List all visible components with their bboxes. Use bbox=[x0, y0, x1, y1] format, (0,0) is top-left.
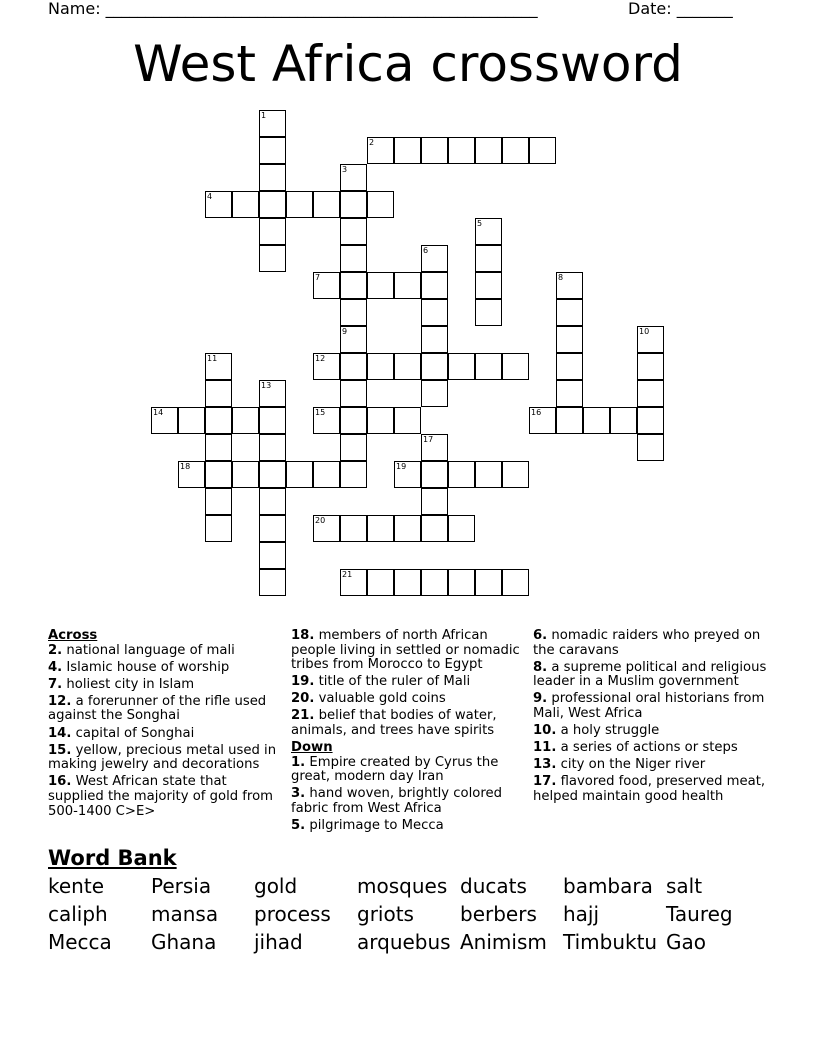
clue-text: capital of Songhai bbox=[75, 725, 195, 741]
clue-number: 13. bbox=[533, 757, 557, 773]
clue-text: flavored food, preserved meat, helped maintain good health bbox=[533, 774, 766, 804]
crossword-cell[interactable] bbox=[259, 488, 286, 515]
clue-number: 16. bbox=[48, 774, 72, 790]
crossword-cell[interactable] bbox=[502, 353, 529, 380]
across-heading: Across bbox=[48, 628, 98, 643]
clue-text: title of the ruler of Mali bbox=[318, 674, 471, 690]
cell-number: 8 bbox=[558, 273, 564, 282]
crossword-cell[interactable] bbox=[340, 407, 367, 434]
crossword-cell[interactable] bbox=[340, 191, 367, 218]
cell-number: 15 bbox=[315, 408, 326, 417]
crossword-cell[interactable] bbox=[475, 137, 502, 164]
crossword-cell[interactable] bbox=[583, 407, 610, 434]
clue-number: 21. bbox=[291, 708, 315, 724]
clue-text: valuable gold coins bbox=[318, 691, 446, 707]
cell-number: 6 bbox=[423, 246, 429, 255]
word-bank-word: Taureg bbox=[666, 902, 733, 926]
clue-across-21 bbox=[291, 709, 527, 738]
crossword-cell[interactable] bbox=[205, 488, 232, 515]
crossword-cell[interactable] bbox=[340, 299, 367, 326]
crossword-cell[interactable] bbox=[421, 515, 448, 542]
cell-number: 14 bbox=[153, 408, 164, 417]
down-heading: Down bbox=[291, 740, 333, 756]
cell-number: 19 bbox=[396, 462, 407, 471]
crossword-cell[interactable] bbox=[205, 515, 232, 542]
crossword-cell[interactable] bbox=[205, 461, 232, 488]
crossword-cell[interactable] bbox=[394, 407, 421, 434]
clue-text: nomadic raiders who preyed on the caravans bbox=[533, 628, 761, 658]
crossword-cell[interactable] bbox=[259, 407, 286, 434]
word-bank-word: Ghana bbox=[151, 930, 217, 954]
word-bank-word: jihad bbox=[254, 930, 303, 954]
clue-text: a supreme political and religious leader in a Muslim government bbox=[533, 659, 767, 690]
crossword-cell[interactable] bbox=[556, 380, 583, 407]
crossword-cell[interactable] bbox=[448, 353, 475, 380]
clues-column-2 bbox=[291, 629, 527, 836]
clue-across-16 bbox=[48, 775, 284, 819]
clue-number: 14. bbox=[48, 725, 72, 741]
clue-number: 19. bbox=[291, 674, 315, 690]
word-bank-word: Gao bbox=[666, 930, 706, 954]
crossword-cell[interactable] bbox=[637, 434, 664, 461]
crossword-cell[interactable] bbox=[367, 515, 394, 542]
crossword-cell[interactable] bbox=[286, 191, 313, 218]
crossword-cell[interactable] bbox=[367, 407, 394, 434]
word-bank-word: hajj bbox=[563, 902, 600, 926]
crossword-cell[interactable] bbox=[394, 461, 421, 488]
crossword-cell[interactable] bbox=[313, 407, 340, 434]
cell-number: 9 bbox=[342, 327, 348, 336]
clue-number: 6. bbox=[533, 628, 548, 643]
word-bank-word: griots bbox=[357, 902, 414, 926]
crossword-cell[interactable] bbox=[340, 272, 367, 299]
cell-number: 16 bbox=[531, 408, 542, 417]
clue-across-4 bbox=[48, 661, 284, 676]
clue-down-6 bbox=[533, 629, 773, 658]
clue-text: yellow, precious metal used in making jewelry and decorations bbox=[48, 742, 277, 773]
crossword-cell[interactable] bbox=[178, 461, 205, 488]
word-bank-title: Word Bank bbox=[48, 846, 177, 870]
crossword-cell[interactable] bbox=[340, 380, 367, 407]
word-bank-word: Animism bbox=[460, 930, 547, 954]
clue-number: 3. bbox=[291, 786, 306, 802]
crossword-cell[interactable] bbox=[394, 137, 421, 164]
clue-across-2 bbox=[48, 644, 284, 659]
crossword-cell[interactable] bbox=[259, 110, 286, 137]
word-bank-word: bambara bbox=[563, 874, 653, 898]
name-field-label[interactable]: Name: ______________________________________________________ bbox=[48, 0, 538, 18]
crossword-cell[interactable] bbox=[394, 272, 421, 299]
clue-across-19 bbox=[291, 675, 527, 690]
crossword-cell[interactable] bbox=[205, 380, 232, 407]
cell-number: 4 bbox=[207, 192, 213, 201]
crossword-cell[interactable] bbox=[556, 353, 583, 380]
page-title: West Africa crossword bbox=[133, 35, 683, 93]
cell-number: 3 bbox=[342, 165, 348, 174]
clue-number: 4. bbox=[48, 659, 63, 675]
cell-number: 13 bbox=[261, 381, 272, 390]
cell-number: 2 bbox=[369, 138, 375, 147]
crossword-cell[interactable] bbox=[340, 164, 367, 191]
crossword-cell[interactable] bbox=[313, 191, 340, 218]
clues-column-1 bbox=[48, 629, 284, 822]
crossword-cell[interactable] bbox=[421, 272, 448, 299]
crossword-cell[interactable] bbox=[205, 434, 232, 461]
crossword-cell[interactable] bbox=[313, 353, 340, 380]
clue-number: 5. bbox=[291, 818, 306, 834]
crossword-cell[interactable] bbox=[421, 353, 448, 380]
crossword-cell[interactable] bbox=[313, 515, 340, 542]
crossword-cell[interactable] bbox=[367, 137, 394, 164]
crossword-cell[interactable] bbox=[259, 434, 286, 461]
clue-number: 2. bbox=[48, 642, 63, 658]
crossword-cell[interactable] bbox=[232, 461, 259, 488]
clue-text: Empire created by Cyrus the great, modern day Iran bbox=[291, 754, 499, 785]
crossword-cell[interactable] bbox=[232, 407, 259, 434]
date-field-label[interactable]: Date: _______ bbox=[628, 0, 733, 18]
word-bank-word: salt bbox=[666, 874, 703, 898]
cell-number: 17 bbox=[423, 435, 434, 444]
clue-number: 7. bbox=[48, 676, 63, 692]
cell-number: 12 bbox=[315, 354, 326, 363]
word-bank-word: process bbox=[254, 902, 331, 926]
crossword-cell[interactable] bbox=[178, 407, 205, 434]
clue-text: professional oral historians from Mali, West Africa bbox=[533, 691, 765, 721]
word-bank-word: berbers bbox=[460, 902, 537, 926]
clue-text: members of north African people living in settled or nomadic tribes from Morocco to Egypt bbox=[291, 628, 520, 673]
crossword-cell[interactable] bbox=[259, 218, 286, 245]
clue-down-1 bbox=[291, 756, 527, 785]
crossword-cell[interactable] bbox=[259, 515, 286, 542]
crossword-cell[interactable] bbox=[475, 353, 502, 380]
clue-across-7 bbox=[48, 678, 284, 693]
crossword-cell[interactable] bbox=[259, 164, 286, 191]
cell-number: 7 bbox=[315, 273, 321, 282]
crossword-cell[interactable] bbox=[421, 461, 448, 488]
crossword-cell[interactable] bbox=[394, 515, 421, 542]
word-bank-word: caliph bbox=[48, 902, 108, 926]
clue-text: pilgrimage to Mecca bbox=[309, 818, 444, 834]
clue-text: a holy struggle bbox=[560, 723, 660, 739]
crossword-cell[interactable] bbox=[556, 407, 583, 434]
crossword-cell[interactable] bbox=[475, 461, 502, 488]
crossword-cell[interactable] bbox=[637, 353, 664, 380]
cell-number: 18 bbox=[180, 462, 191, 471]
clue-down-3 bbox=[291, 787, 527, 816]
clue-across-18 bbox=[291, 629, 527, 673]
crossword-cell[interactable] bbox=[475, 245, 502, 272]
crossword-cell[interactable] bbox=[340, 569, 367, 596]
crossword-cell[interactable] bbox=[556, 299, 583, 326]
clue-text: a series of actions or steps bbox=[560, 740, 738, 756]
crossword-cell[interactable] bbox=[448, 515, 475, 542]
crossword-cell[interactable] bbox=[529, 137, 556, 164]
clue-down-8 bbox=[533, 661, 773, 690]
word-bank-word: ducats bbox=[460, 874, 527, 898]
clue-number: 8. bbox=[533, 659, 548, 675]
crossword-cell[interactable] bbox=[637, 380, 664, 407]
clue-number: 12. bbox=[48, 693, 72, 709]
clue-text: a forerunner of the rifle used against the Songhai bbox=[48, 693, 267, 724]
word-bank-word: Timbuktu bbox=[563, 930, 658, 954]
clue-across-20 bbox=[291, 692, 527, 707]
clue-down-9 bbox=[533, 692, 773, 721]
clue-down-5 bbox=[291, 819, 527, 834]
word-bank-word: kente bbox=[48, 874, 104, 898]
crossword-cell[interactable] bbox=[151, 407, 178, 434]
clue-down-10 bbox=[533, 724, 773, 739]
cell-number: 20 bbox=[315, 516, 326, 525]
crossword-cell[interactable] bbox=[421, 488, 448, 515]
crossword-cell[interactable] bbox=[340, 218, 367, 245]
crossword-cell[interactable] bbox=[259, 191, 286, 218]
crossword-cell[interactable] bbox=[637, 407, 664, 434]
clue-down-11 bbox=[533, 741, 773, 756]
crossword-cell[interactable] bbox=[421, 380, 448, 407]
crossword-cell[interactable] bbox=[367, 569, 394, 596]
clue-text: national language of mali bbox=[66, 642, 235, 658]
crossword-cell[interactable] bbox=[340, 245, 367, 272]
crossword-cell[interactable] bbox=[475, 218, 502, 245]
clue-number: 15. bbox=[48, 742, 72, 758]
crossword-cell[interactable] bbox=[367, 272, 394, 299]
clues-column-3 bbox=[533, 629, 773, 807]
crossword-cell[interactable] bbox=[259, 137, 286, 164]
crossword-cell[interactable] bbox=[205, 353, 232, 380]
crossword-cell[interactable] bbox=[421, 326, 448, 353]
word-bank-word: mansa bbox=[151, 902, 219, 926]
cell-number: 21 bbox=[342, 570, 353, 579]
crossword-cell[interactable] bbox=[340, 461, 367, 488]
crossword-cell[interactable] bbox=[259, 245, 286, 272]
crossword-cell[interactable] bbox=[529, 407, 556, 434]
clue-number: 17. bbox=[533, 774, 557, 790]
crossword-cell[interactable] bbox=[367, 191, 394, 218]
word-bank-word: gold bbox=[254, 874, 298, 898]
clue-down-13 bbox=[533, 758, 773, 773]
crossword-cell[interactable] bbox=[448, 137, 475, 164]
crossword-cell[interactable] bbox=[502, 137, 529, 164]
crossword-cell[interactable] bbox=[340, 434, 367, 461]
word-bank-word: mosques bbox=[357, 874, 448, 898]
crossword-cell[interactable] bbox=[610, 407, 637, 434]
crossword-cell[interactable] bbox=[394, 569, 421, 596]
cell-number: 5 bbox=[477, 219, 483, 228]
clue-number: 1. bbox=[291, 754, 306, 770]
crossword-cell[interactable] bbox=[313, 461, 340, 488]
crossword-cell[interactable] bbox=[502, 569, 529, 596]
word-bank-word: arquebus bbox=[357, 930, 451, 954]
clue-number: 9. bbox=[533, 691, 548, 707]
crossword-cell[interactable] bbox=[421, 434, 448, 461]
word-bank-word: Persia bbox=[151, 874, 212, 898]
crossword-cell[interactable] bbox=[556, 326, 583, 353]
crossword-cell[interactable] bbox=[421, 245, 448, 272]
clue-text: Islamic house of worship bbox=[66, 659, 230, 675]
crossword-cell[interactable] bbox=[421, 137, 448, 164]
crossword-cell[interactable] bbox=[637, 326, 664, 353]
clue-text: West African state that supplied the majority of gold from 500-1400 C>E> bbox=[48, 774, 273, 819]
clue-down-17 bbox=[533, 775, 773, 804]
crossword-cell[interactable] bbox=[340, 353, 367, 380]
crossword-cell[interactable] bbox=[340, 326, 367, 353]
crossword-cell[interactable] bbox=[259, 380, 286, 407]
clue-across-14 bbox=[48, 727, 284, 742]
crossword-cell[interactable] bbox=[259, 569, 286, 596]
crossword-cell[interactable] bbox=[340, 515, 367, 542]
crossword-cell[interactable] bbox=[502, 461, 529, 488]
crossword-cell[interactable] bbox=[205, 407, 232, 434]
crossword-cell[interactable] bbox=[259, 461, 286, 488]
crossword-cell[interactable] bbox=[421, 299, 448, 326]
word-bank bbox=[48, 872, 769, 956]
crossword-cell[interactable] bbox=[286, 461, 313, 488]
crossword-cell[interactable] bbox=[232, 191, 259, 218]
clue-text: belief that bodies of water, animals, and trees have spirits bbox=[291, 708, 497, 739]
crossword-cell[interactable] bbox=[259, 542, 286, 569]
crossword-cell[interactable] bbox=[475, 272, 502, 299]
clue-number: 11. bbox=[533, 740, 557, 756]
clue-text: hand woven, brightly colored fabric from West Africa bbox=[291, 786, 502, 817]
crossword-cell[interactable] bbox=[448, 569, 475, 596]
clue-number: 20. bbox=[291, 691, 315, 707]
cell-number: 1 bbox=[261, 111, 267, 120]
cell-number: 10 bbox=[639, 327, 650, 336]
crossword-cell[interactable] bbox=[313, 272, 340, 299]
crossword-cell[interactable] bbox=[475, 569, 502, 596]
clue-number: 10. bbox=[533, 723, 557, 739]
crossword-cell[interactable] bbox=[394, 353, 421, 380]
crossword-cell[interactable] bbox=[448, 461, 475, 488]
cell-number: 11 bbox=[207, 354, 218, 363]
crossword-cell[interactable] bbox=[205, 191, 232, 218]
crossword-cell[interactable] bbox=[475, 299, 502, 326]
crossword-cell[interactable] bbox=[421, 569, 448, 596]
clue-number: 18. bbox=[291, 628, 315, 643]
clue-across-15 bbox=[48, 744, 284, 773]
clue-text: holiest city in Islam bbox=[66, 676, 195, 692]
crossword-cell[interactable] bbox=[367, 353, 394, 380]
clue-across-12 bbox=[48, 695, 284, 724]
word-bank-word: Mecca bbox=[48, 930, 112, 954]
crossword-cell[interactable] bbox=[556, 272, 583, 299]
clue-text: city on the Niger river bbox=[560, 757, 706, 773]
